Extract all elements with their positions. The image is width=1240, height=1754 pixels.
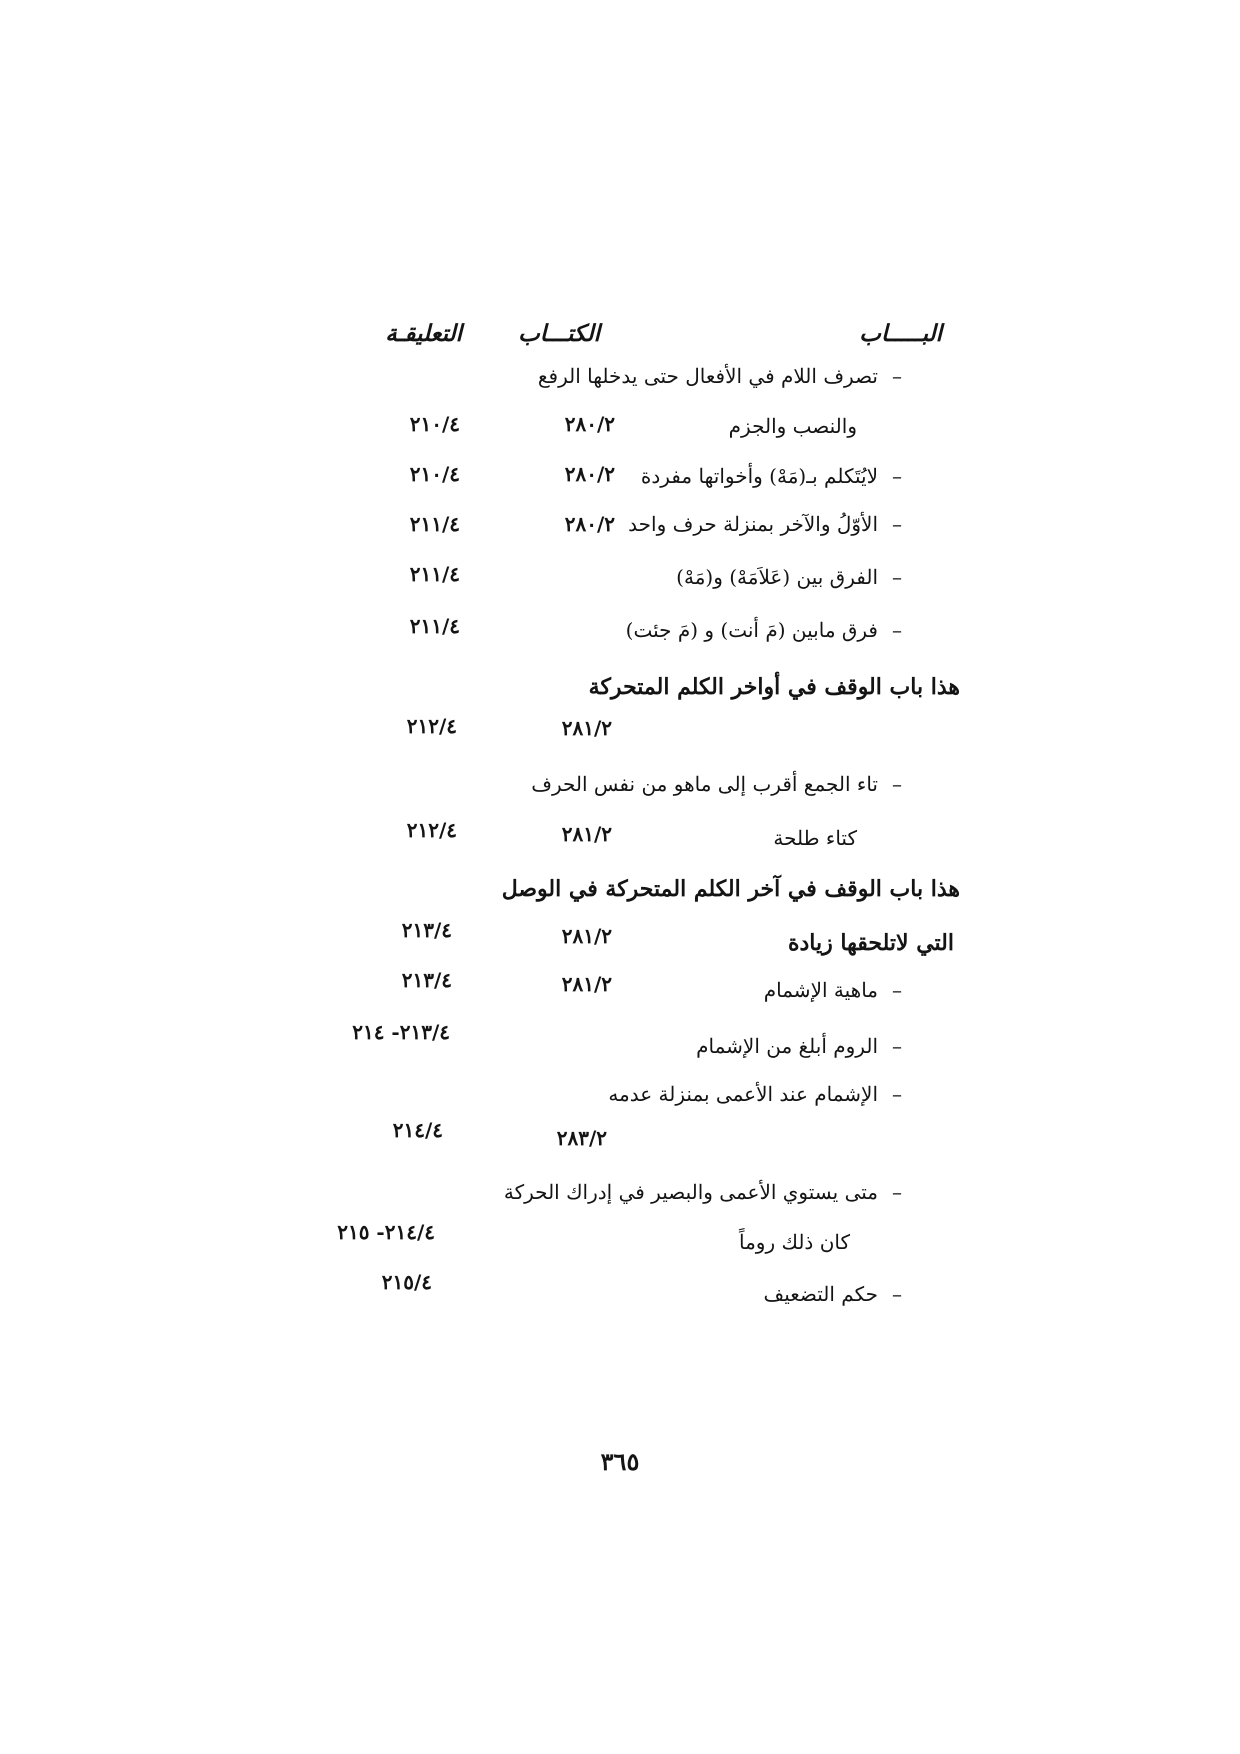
kitab-ref: ٢٨١/٢ [561,972,612,996]
entry-dash: – [892,772,902,796]
taliqa-ref: ٢١٣/٤- ٢١٤ [352,1020,450,1044]
section-heading-2-line-1: هذا باب الوقف في آخر الكلم المتحركة في الوصل [501,876,960,902]
entry-r5 [676,567,902,587]
taliqa-ref: ٢١٥/٤ [381,1270,432,1294]
entry-r14 [764,1284,903,1304]
entry-text: تصرف اللام في الأفعال حتى يدخلها الرفع [537,364,878,388]
entry-dash: – [892,1034,902,1058]
entry-text: الأوّلُ والآخر بمنزلة حرف واحد [628,512,878,536]
entry-text: الفرق بين (عَلاَمَهْ) و(مَهْ) [676,565,878,589]
kitab-ref: ٢٨٠/٢ [564,462,615,486]
taliqa-ref: ٢١٠/٤ [409,412,460,436]
entry-r7 [531,774,902,794]
kitab-ref: ٢٨٠/٢ [564,412,615,436]
taliqa-ref: ٢١١/٤ [409,562,460,586]
entry-text: فرق مابين (مَ أنت) و (مَ جئت) [625,618,878,642]
entry-text: كان ذلك روماً [739,1230,850,1254]
entry-dash: – [892,1180,902,1204]
entry-r13 [739,1232,850,1252]
taliqa-ref: ٢١١/٤ [409,512,460,536]
entry-r6 [626,620,902,640]
kitab-ref: ٢٨٠/٢ [564,512,615,536]
entry-dash: – [892,1282,902,1306]
entry-text: لايُتَكلم بـ(مَهْ) وأخواتها مفردة [640,464,878,488]
entry-r12 [504,1182,902,1202]
entry-r3 [641,466,902,486]
entry-text: متى يستوي الأعمى والبصير في إدراك الحركة [503,1180,878,1204]
entry-dash: – [892,364,902,388]
section-heading-2-line-2: التي لاتلحقها زيادة [787,930,954,956]
taliqa-ref: ٢١٤/٤ [392,1118,443,1142]
entry-text: كتاء طلحة [773,826,857,850]
taliqa-ref: ٢١٢/٤ [406,818,457,842]
entry-r8 [773,828,857,848]
entry-r10 [696,1036,902,1056]
entry-dash: – [892,512,902,536]
entry-text: والنصب والجزم [728,414,857,438]
taliqa-ref: ٢١٣/٤ [401,968,452,992]
taliqa-ref: ٢١٤/٤- ٢١٥ [337,1220,435,1244]
taliqa-ref: ٢١١/٤ [409,614,460,638]
kitab-ref: ٢٨١/٢ [561,716,612,740]
header-taliqa: التعليقـة [385,320,462,347]
entry-r11 [608,1084,902,1104]
section-heading-1: هذا باب الوقف في أواخر الكلم المتحركة [588,674,960,700]
kitab-ref: ٢٨٣/٢ [556,1126,607,1150]
entry-r1 [538,366,902,386]
entry-r2 [729,416,857,436]
entry-dash: – [892,565,902,589]
kitab-ref: ٢٨١/٢ [561,924,612,948]
page-number: ٣٦٥ [600,1447,640,1476]
entry-text: حكم التضعيف [763,1282,878,1306]
entry-text: تاء الجمع أقرب إلى ماهو من نفس الحرف [531,772,878,796]
entry-r4 [628,514,902,534]
header-kitab: الكتـــاب [518,320,600,347]
entry-dash: – [892,978,902,1002]
entry-dash: – [892,1082,902,1106]
kitab-ref: ٢٨١/٢ [561,822,612,846]
entry-text: الروم أبلغ من الإشمام [696,1034,878,1058]
header-bab: البـــــاب [859,320,942,347]
taliqa-ref: ٢١٠/٤ [409,462,460,486]
entry-r9 [764,980,902,1000]
entry-text: ماهية الإشمام [763,978,878,1002]
taliqa-ref: ٢١٢/٤ [406,714,457,738]
entry-dash: – [892,464,902,488]
entry-dash: – [892,618,902,642]
entry-text: الإشمام عند الأعمى بمنزلة عدمه [608,1082,878,1106]
taliqa-ref: ٢١٣/٤ [401,918,452,942]
